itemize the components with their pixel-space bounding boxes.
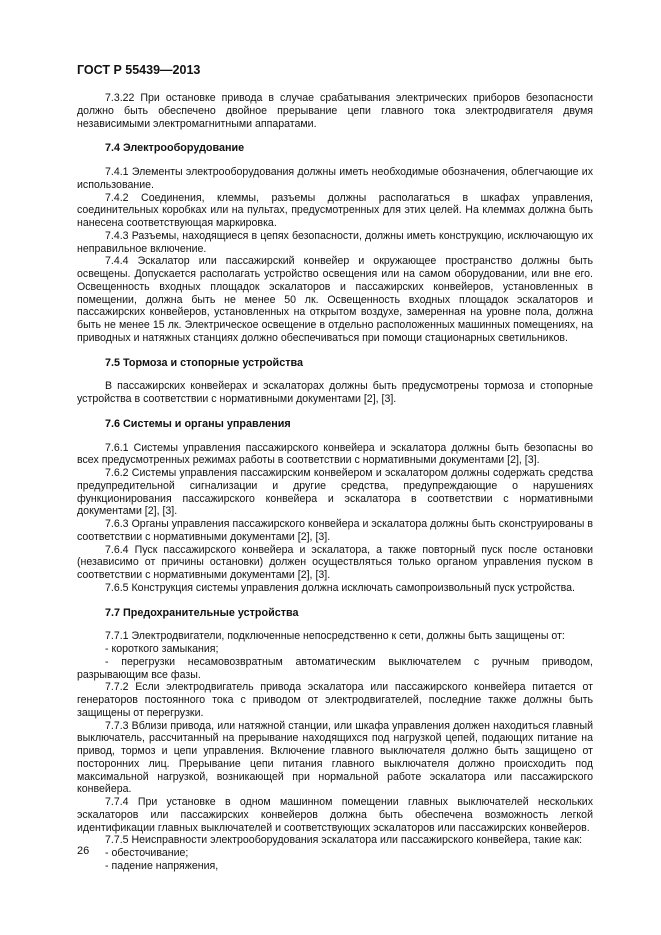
paragraph-7-6-5: 7.6.5 Конструкция системы управления должна исключать самопроизвольный пуск устройства.	[105, 581, 575, 594]
paragraph-7-4-4: 7.4.4 Эскалатор или пассажирский конвейер и окружающее пространство должны быть освещены. Допускается располагать устройство освещения или на самом оборудовании, или вне его. Освещенность входных площадок эскалаторов и пассажирских конвейеров, установленных в помещении, должна быть не менее 50 лк. Освещенность входных площадок эскалаторов и пассажирских конвейеров, установленных на открытом воздухе, замеренная на уровне пола, должна быть не менее 15 лк. Электрическое освещение в отдельно расположенных машинных помещениях, на приводных и натяжных станциях должно обеспечиваться при помощи стационарных светильников.	[77, 255, 593, 344]
section-heading-7-6: 7.6 Системы и органы управления	[105, 417, 291, 430]
paragraph-7-6-3: 7.6.3 Органы управления пассажирского конвейера и эскалатора должны быть сконструированы в соответствии с нормативными документами [2], [3].	[77, 518, 593, 543]
paragraph-7-7-2: 7.7.2 Если электродвигатель привода эскалатора или пассажирского конвейера питается от генераторов постоянного тока с приводом от электродвигателей, последние также должны быть защищены от перегрузки.	[77, 681, 593, 719]
paragraph-7-6-4: 7.6.4 Пуск пассажирского конвейера и эскалатора, а также повторный пуск после остановки (независимо от причины остановки) должен осуществляться только органом управления пуском в соответствии с нормативными документами [2], [3].	[77, 543, 593, 581]
section-heading-7-5: 7.5 Тормоза и стопорные устройства	[105, 356, 303, 369]
list-item: - короткого замыкания;	[105, 643, 219, 655]
paragraph-7-7-3: 7.7.3 Вблизи привода, или натяжной станции, или шкафа управления должен находиться главный выключатель, рассчитанный на прерывание находящихся под нагрузкой цепей, подающих питание на привод, тормоз и цепи управления. Включение главного выключателя должно быть защищено от посторонних лиц. Прерывание цепи питания главного выключателя должно происходить под максимальной нагрузкой, возникающей при нормальной работе эскалатора или пассажирского конвейера.	[77, 719, 593, 796]
paragraph-7-7-5: 7.7.5 Неисправности электрооборудования эскалатора или пассажирского конвейера, такие как:	[105, 834, 583, 847]
document-header: ГОСТ Р 55439—2013	[77, 63, 201, 77]
section-heading-7-7: 7.7 Предохранительные устройства	[105, 606, 299, 619]
list-item: - перегрузки несамовозвратным автоматическим выключателем с ручным приводом, разрывающим все фазы.	[77, 655, 593, 681]
paragraph-7-6-2: 7.6.2 Системы управления пассажирским конвейером и эскалатором должны содержать средства предупредительной сигнализации и другие средства, предупреждающие о нарушениях функционирования пассажирского конвейера и эскалатора в соответствии с нормативными документами [2], [3].	[77, 467, 593, 518]
paragraph-7-4-2: 7.4.2 Соединения, клеммы, разъемы должны располагаться в шкафах управления, соединительных коробках или на пультах, предусмотренных для этих целей. На клеммах должна быть нанесена соответствующая маркировка.	[77, 191, 593, 229]
page-number: 26	[77, 845, 90, 857]
paragraph-7-4-3: 7.4.3 Разъемы, находящиеся в цепях безопасности, должны иметь конструкцию, исключающую их неправильное включение.	[77, 229, 593, 255]
list-item: - падение напряжения,	[105, 859, 219, 872]
paragraph-7-4-1: 7.4.1 Элементы электрооборудования должны иметь необходимые обозначения, облегчающие их использование.	[77, 166, 593, 191]
section-heading-7-4: 7.4 Электрооборудование	[105, 142, 245, 155]
document-body	[77, 92, 593, 873]
paragraph-7-3-22: 7.3.22 При остановке привода в случае срабатывания электрических приборов безопасности должно быть обеспечено двойное прерывание цепи главного тока электродвигателя двумя независимыми электромагнитными аппаратами.	[77, 92, 593, 130]
paragraph-7-7-4: 7.7.4 При установке в одном машинном помещении главных выключателей нескольких эскалаторов или пассажирских конвейеров должна быть обеспечена возможность легкой идентификации главных выключателей и соответствующих эскалаторов или пассажирских конвейеров.	[77, 796, 593, 834]
list-item: - обесточивание;	[105, 847, 189, 859]
paragraph-7-6-1: 7.6.1 Системы управления пассажирского конвейера и эскалатора должны быть безопасны во всех предусмотренных режимах работы в соответствии с нормативными документами [2], [3].	[77, 441, 593, 467]
paragraph-7-5: В пассажирских конвейерах и эскалаторах должны быть предусмотрены тормоза и стопорные устройства в соответствии с нормативными документами [2], [3].	[77, 380, 593, 405]
paragraph-7-7-1: 7.7.1 Электродвигатели, подключенные непосредственно к сети, должны быть защищены от:	[105, 630, 565, 643]
